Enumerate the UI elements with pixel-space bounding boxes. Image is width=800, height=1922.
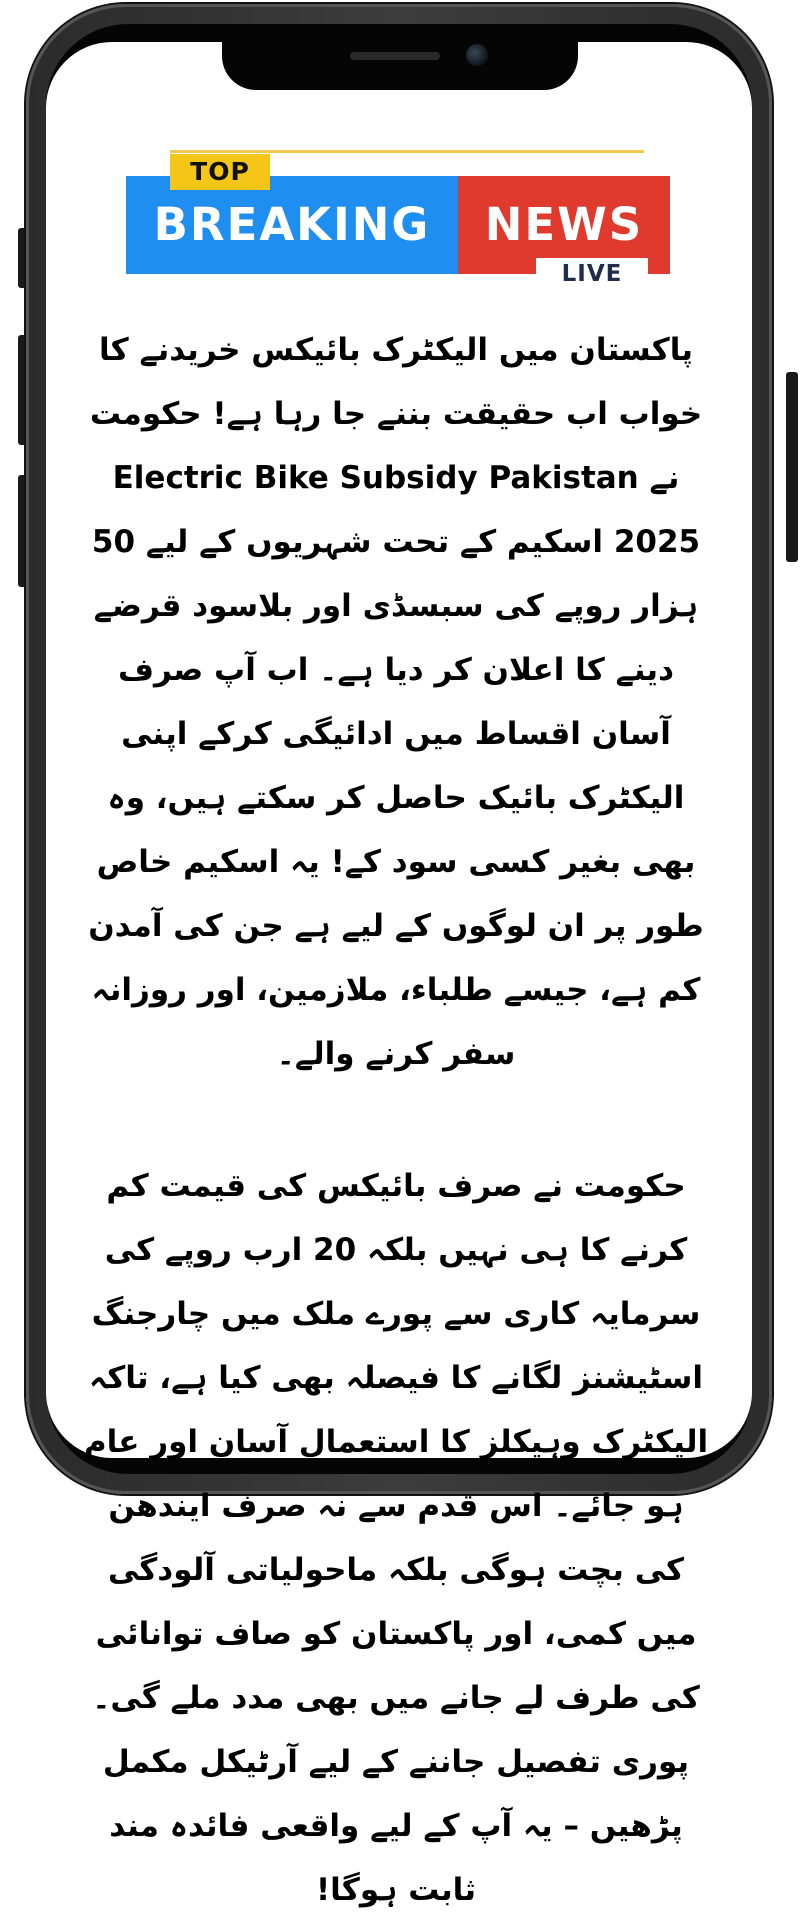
breaking-news-banner — [126, 148, 670, 290]
live-label: LIVE — [536, 258, 648, 290]
breaking-label: BREAKING — [126, 176, 458, 274]
phone-notch — [222, 42, 578, 90]
news-label: NEWS — [458, 176, 670, 274]
front-camera-icon — [466, 44, 488, 66]
top-label: TOP — [170, 154, 270, 190]
article-body — [80, 318, 712, 1922]
article-paragraph-1: پاکستان میں الیکٹرک بائیکس خریدنے کا خواب اب حقیقت بننے جا رہا ہے! حکومت نے Electric Bike Subsidy Pakistan 2025 اسکیم کے تحت شہریوں کے لیے 50 ہزار روپے کی سبسڈی اور بلاسود قرضے دینے کا اعلان کر دیا ہے۔ اب آپ صرف آسان اقساط میں ادائیگی کرکے اپنی الیکٹرک بائیک حاصل کر سکتے ہیں، وہ بھی بغیر کسی سود کے! یہ اسکیم خاص طور پر ان لوگوں کے لیے ہے جن کی آمدن کم ہے، جیسے طلباء، ملازمین، اور روزانہ سفر کرنے والے۔ — [88, 332, 704, 1072]
power-button — [786, 372, 798, 562]
article-paragraph-2: حکومت نے صرف بائیکس کی قیمت کم کرنے کا ہی نہیں بلکہ 20 ارب روپے کی سرمایہ کاری سے پورے ملک میں چارجنگ اسٹیشنز لگانے کا فیصلہ بھی کیا ہے، تاکہ الیکٹرک وہیکلز کا استعمال آسان اور عام ہو جائے۔ اس قدم سے نہ صرف ایندھن کی بچت ہوگی بلکہ ماحولیاتی آلودگی میں کمی، اور پاکستان کو صاف توانائی کی طرف لے جانے میں بھی مدد ملے گی۔ پوری تفصیل جاننے کے لیے آرٹیکل مکمل پڑھیں – یہ آپ کے لیے واقعی فائدہ مند ثابت ہوگا! — [83, 1168, 709, 1908]
banner-accent-line — [170, 150, 644, 153]
speaker-grille — [350, 52, 440, 60]
